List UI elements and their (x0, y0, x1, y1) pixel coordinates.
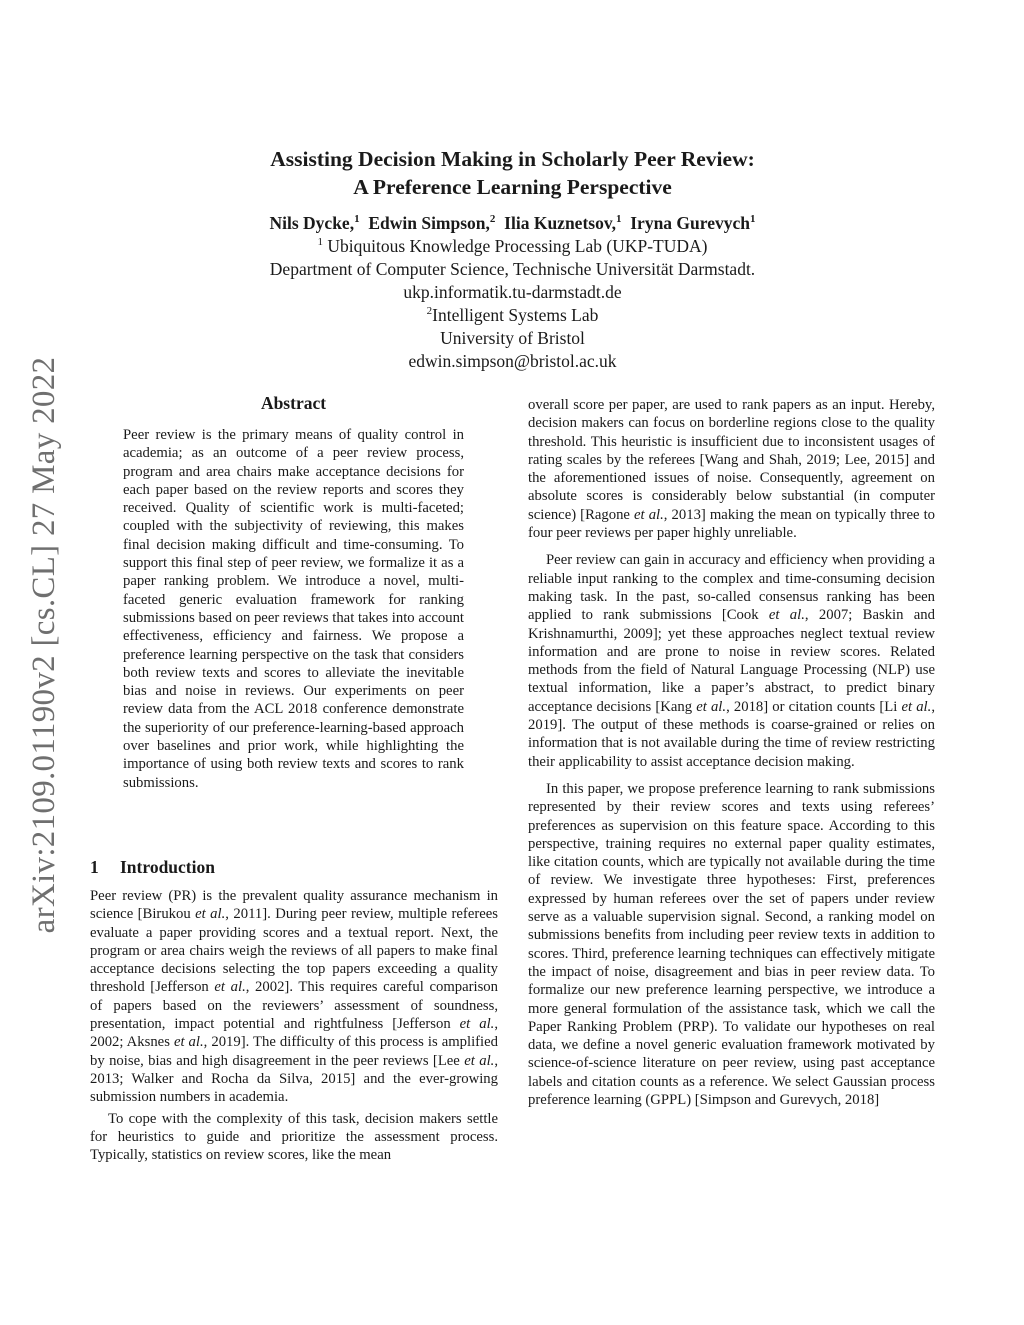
right-column-text (528, 396, 935, 1109)
paper-title (120, 145, 905, 201)
text-run: , 2019]. The output of these methods is coarse-grained or relies on information that is not available during the time of review restricting their applicability to assist acceptance decision making. (528, 698, 935, 770)
italic-text: et al. (173, 1034, 204, 1051)
section-number: 1 (90, 857, 99, 877)
italic-text: et al. (459, 1016, 495, 1033)
affiliation-1-url: ukp.informatik.tu-darmstadt.de (403, 282, 622, 302)
text-run: In this paper, we propose preference learning to rank submissions represented by their review scores and texts using referees’ preferences as supervision on this feature space. According to this perspective, training requires no external paper quality estimates, like citation counts, which are typically not available during the time of review. We investigate three hypotheses: First, preferences expressed by human referees over the set of papers under review serve as a valuable supervision signal. Second, a ranking model on submissions benefits from including peer review texts in addition to scores. Third, preference learning techniques can effectively mitigate the impact of noise, disagreement and bias in peer review data. To formalize our new preference learning perspective, we introduce a more general formulation of the assistance task, which we call the Paper Ranking Problem (PRP). To validate our hypotheses on real data, we define a novel generic evaluation framework motivated by science-of-science literature on peer review, using past acceptance labels and citation counts as a reference. We select Gaussian process preference learning (GPPL) [Simpson and Gurevych, 2018] (528, 780, 935, 1108)
abstract-section (123, 392, 464, 792)
paragraph (528, 396, 935, 542)
title-line-1: Assisting Decision Making in Scholarly Peer Review: (270, 147, 755, 171)
author-list (120, 211, 905, 235)
italic-text: et al. (901, 698, 932, 715)
paragraph (528, 780, 935, 1109)
affiliation-2-name (120, 304, 905, 327)
introduction-section (90, 856, 498, 1164)
text-run: To cope with the complexity of this task, decision makers settle for heuristics to guide and prioritize the assessment process. Typically, statistics on review scores, like the mean (90, 1110, 498, 1164)
affiliation-mark: 1 (750, 213, 756, 225)
affiliation-1-name (120, 235, 905, 258)
affiliation-mark: 1 (317, 236, 324, 248)
affiliation-2-email: edwin.simpson@bristol.ac.uk (408, 351, 617, 371)
paragraph (90, 1110, 498, 1165)
author-name: Iryna Gurevych (630, 213, 750, 233)
text-run: Peer review can gain in accuracy and efficiency when providing a reliable input ranking to the complex and time-consuming decision making task. In the past, so-called consensus ranking has been applied to rank submissions [Cook (528, 552, 935, 624)
affiliation-text: Intelligent Systems Lab (432, 305, 599, 325)
affiliation-1-department: Department of Computer Science, Technische Universität Darmstadt. (269, 259, 756, 279)
text-run: , 2019]. The difficulty of this process is amplified by noise, bias and high disagreement in the peer reviews [Lee (90, 1034, 498, 1069)
author-name: Ilia Kuznetsov, (504, 213, 616, 233)
section-heading (90, 856, 498, 878)
paper-header (120, 145, 905, 373)
affiliation-text: Ubiquitous Knowledge Processing Lab (UKP-TUDA) (327, 236, 708, 256)
text-run: , 2007; Baskin and Krishnamurthi, 2009]; yet these approaches neglect textual review information and are prone to noise in review scores. Related methods from the field of Natural Language Processing (NLP) use textual information, like a paper’s abstract, to predict binary acceptance decisions [Kang (528, 607, 935, 715)
italic-text: et al. (768, 607, 805, 624)
affiliation-mark: 1 (354, 213, 360, 225)
affiliation-mark: 1 (616, 213, 622, 225)
italic-text: et al. (214, 979, 246, 996)
italic-text: et al. (696, 698, 727, 715)
abstract-body: Peer review is the primary means of quality control in academia; as an outcome of a peer review process, program and area chairs make acceptance decisions for each paper based on the review reports and scores they received. Quality of scientific work is multi-faceted; coupled with the subjectivity of reviewing, this makes final decision making difficult and time-consuming. To support this final step of peer review, we formalize it as a paper ranking problem. We introduce a novel, multi-faceted generic evaluation framework for ranking submissions based on peer reviews that takes into account effectiveness, efficiency and fairness. We propose a preference learning perspective on the task that considers both review texts and scores to alleviate the inevitable bias and noise in reviews. Our experiments on peer review data from the ACL 2018 conference demonstrate the superiority of our preference-learning-based approach over baselines and prior work, while highlighting the importance of using both review texts and scores to rank submissions. (123, 427, 464, 791)
author-name: Edwin Simpson, (368, 213, 490, 233)
text-run: , 2018] or citation counts [Li (726, 698, 902, 715)
affiliation-mark: 2 (426, 305, 433, 317)
text-run: , 2002; Aksnes (90, 1016, 498, 1051)
text-run: , 2013; Walker and Rocha da Silva, 2015] and the ever-growing submission numbers in academia. (90, 1052, 498, 1106)
text-run: Peer review (PR) is the prevalent quality assurance mechanism in science [Birukou (90, 888, 498, 923)
title-line-2: A Preference Learning Perspective (353, 175, 672, 199)
affiliation-mark: 2 (489, 213, 496, 225)
text-run: , 2013] making the mean on typically three to four peer reviews per paper highly unreliable. (528, 506, 935, 542)
author-name: Nils Dycke, (269, 213, 355, 233)
italic-text: et al. (464, 1052, 495, 1069)
text-run: overall score per paper, are used to rank papers as an input. Hereby, decision makers can focus on borderline regions close to the quality threshold. This heuristic is insufficient due to inconsistent usages of rating scales by the referees [Wang and Shah, 2019; Lee, 2015] and the aforementioned issues of noise. Consequently, agreement on absolute scores is considerably below substantial (in computer science) [Ragone (528, 397, 935, 523)
section-title: Introduction (120, 857, 215, 877)
paragraph (528, 551, 935, 771)
arxiv-identifier-stamp: arXiv:2109.01190v2 [cs.CL] 27 May 2022 (26, 356, 62, 934)
italic-text: et al. (195, 906, 226, 923)
text-run: , 2002]. This requires careful comparison of papers based on the reviewers’ assessment of soundness, presentation, impact potential and rightfulness [Jefferson (90, 979, 498, 1033)
italic-text: et al. (634, 506, 664, 523)
text-run: , 2011]. During peer review, multiple referees evaluate a paper providing scores and a textual report. Next, the program or area chairs weigh the reviews of all papers to make final acceptance decisions selecting the top papers exceeding a quality threshold [Jefferson (90, 906, 498, 996)
paragraph (90, 887, 498, 1107)
abstract-heading: Abstract (260, 393, 327, 413)
affiliation-2-university: University of Bristol (440, 328, 585, 348)
